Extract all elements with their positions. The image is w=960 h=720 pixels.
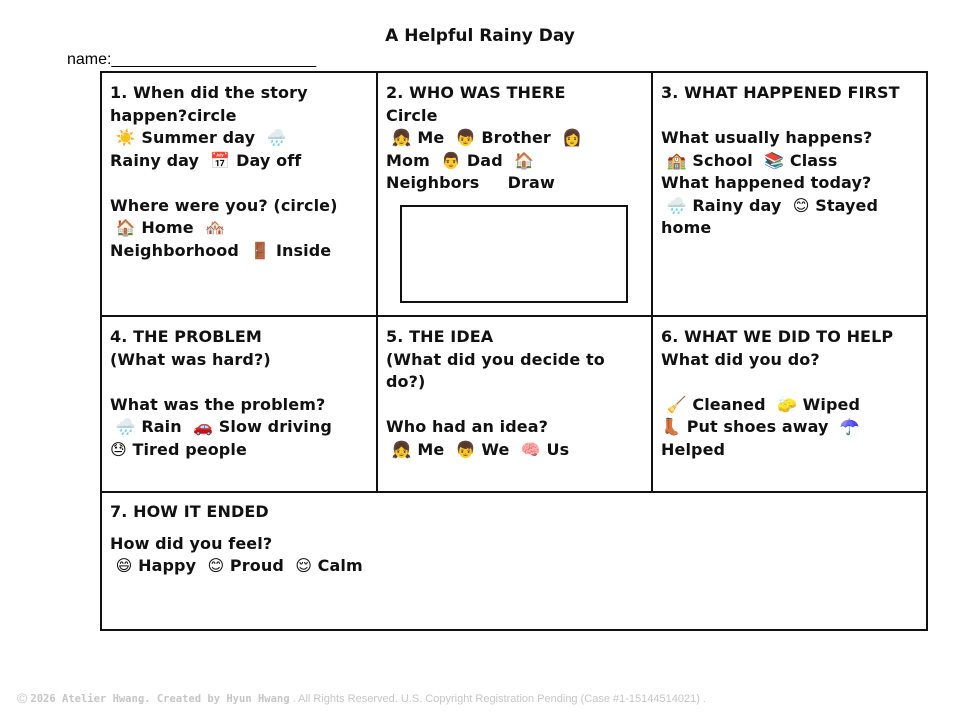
- cell6-line-2: What did you do?: [661, 349, 820, 369]
- cell7-line-1: 7. HOW IT ENDED: [110, 502, 269, 521]
- cell7-line-3: 😄 Happy 😊 Proud 😌 Calm: [110, 556, 363, 575]
- cell-what-we-did: [653, 317, 926, 492]
- copyright-credit: 2026 Atelier Hwang. Created by Hyun Hwang: [30, 693, 290, 705]
- page-title: A Helpful Rainy Day: [385, 26, 575, 46]
- cell3-line-3: What usually happens?: [661, 128, 873, 147]
- cell4-line-1: 4. THE PROBLEM: [110, 327, 262, 346]
- cell5-line-2: (What did you decide to: [386, 349, 605, 369]
- cell5-line-1: 5. THE IDEA: [386, 327, 494, 346]
- cell-the-idea: [378, 317, 652, 492]
- cell1-line-2: happen?circle: [110, 105, 237, 125]
- cell-the-problem: [102, 317, 377, 492]
- cell3-line-2: [661, 105, 918, 128]
- cell1-line-8: Neighborhood 🚪 Inside: [110, 240, 332, 260]
- worksheet-grid: [100, 71, 928, 631]
- cell6-line-1: 6. WHAT WE DID TO HELP: [661, 327, 894, 346]
- cell5-line-6: 👧 Me 👦 We 🧠 Us: [386, 439, 570, 459]
- cell2-line-3: 👧 Me 👦 Brother 👩: [386, 128, 583, 147]
- cell5-line-5: Who had an idea?: [386, 417, 549, 436]
- cell1-line-7: 🏠 Home 🏘️: [110, 218, 226, 237]
- cell1-line-3: ☀️ Summer day 🌧️: [110, 128, 287, 147]
- drawing-box[interactable]: [400, 205, 628, 303]
- cell1-line-1: 1. When did the story: [110, 83, 308, 102]
- cell1-line-6: Where were you? (circle): [110, 195, 338, 215]
- cell3-line-6: 🌧️ Rainy day 😊 Stayed: [661, 195, 879, 215]
- copyright-footer: [17, 690, 706, 706]
- cell4-line-6: 😓 Tired people: [110, 439, 247, 459]
- cell2-line-5: Neighbors Draw: [386, 173, 555, 192]
- cell-who-was-there: [378, 73, 652, 316]
- cell6-line-5: 👢 Put shoes away ☂️: [661, 417, 860, 436]
- cell4-line-3: [110, 371, 369, 394]
- cell7-line-2: How did you feel?: [110, 533, 273, 553]
- name-field-label: name:_______________________: [67, 51, 317, 68]
- cell3-line-1: 3. WHAT HAPPENED FIRST: [661, 83, 900, 102]
- cell-when-where: [102, 73, 377, 316]
- cell1-line-4: Rainy day 📅 Day off: [110, 150, 302, 170]
- cell3-line-5: What happened today?: [661, 173, 872, 192]
- cell-what-happened-first: [653, 73, 926, 316]
- cell2-line-4: Mom 👨 Dad 🏠: [386, 150, 535, 170]
- cell-how-it-ended: [102, 493, 926, 629]
- cell4-line-4: What was the problem?: [110, 394, 326, 414]
- cell6-line-4: 🧹 Cleaned 🧽 Wiped: [661, 394, 861, 414]
- cell5-line-4: [386, 394, 644, 417]
- copyright-symbol: ©: [17, 690, 28, 706]
- cell4-line-2: (What was hard?): [110, 349, 271, 369]
- cell1-line-5: [110, 172, 369, 195]
- cell4-line-5: 🌧️ Rain 🚗 Slow driving: [110, 417, 332, 436]
- cell2-line-1: 2. WHO WAS THERE: [386, 83, 566, 102]
- cell3-line-7: home: [661, 218, 712, 237]
- cell5-line-3: do?): [386, 372, 426, 391]
- cell6-line-3: [661, 371, 918, 394]
- cell6-line-6: Helped: [661, 439, 726, 459]
- cell2-line-2: Circle: [386, 105, 438, 125]
- copyright-rights: . All Rights Reserved. U.S. Copyright Registration Pending (Case #1-15144514021) .: [289, 693, 706, 705]
- cell3-line-4: 🏫 School 📚 Class: [661, 150, 838, 170]
